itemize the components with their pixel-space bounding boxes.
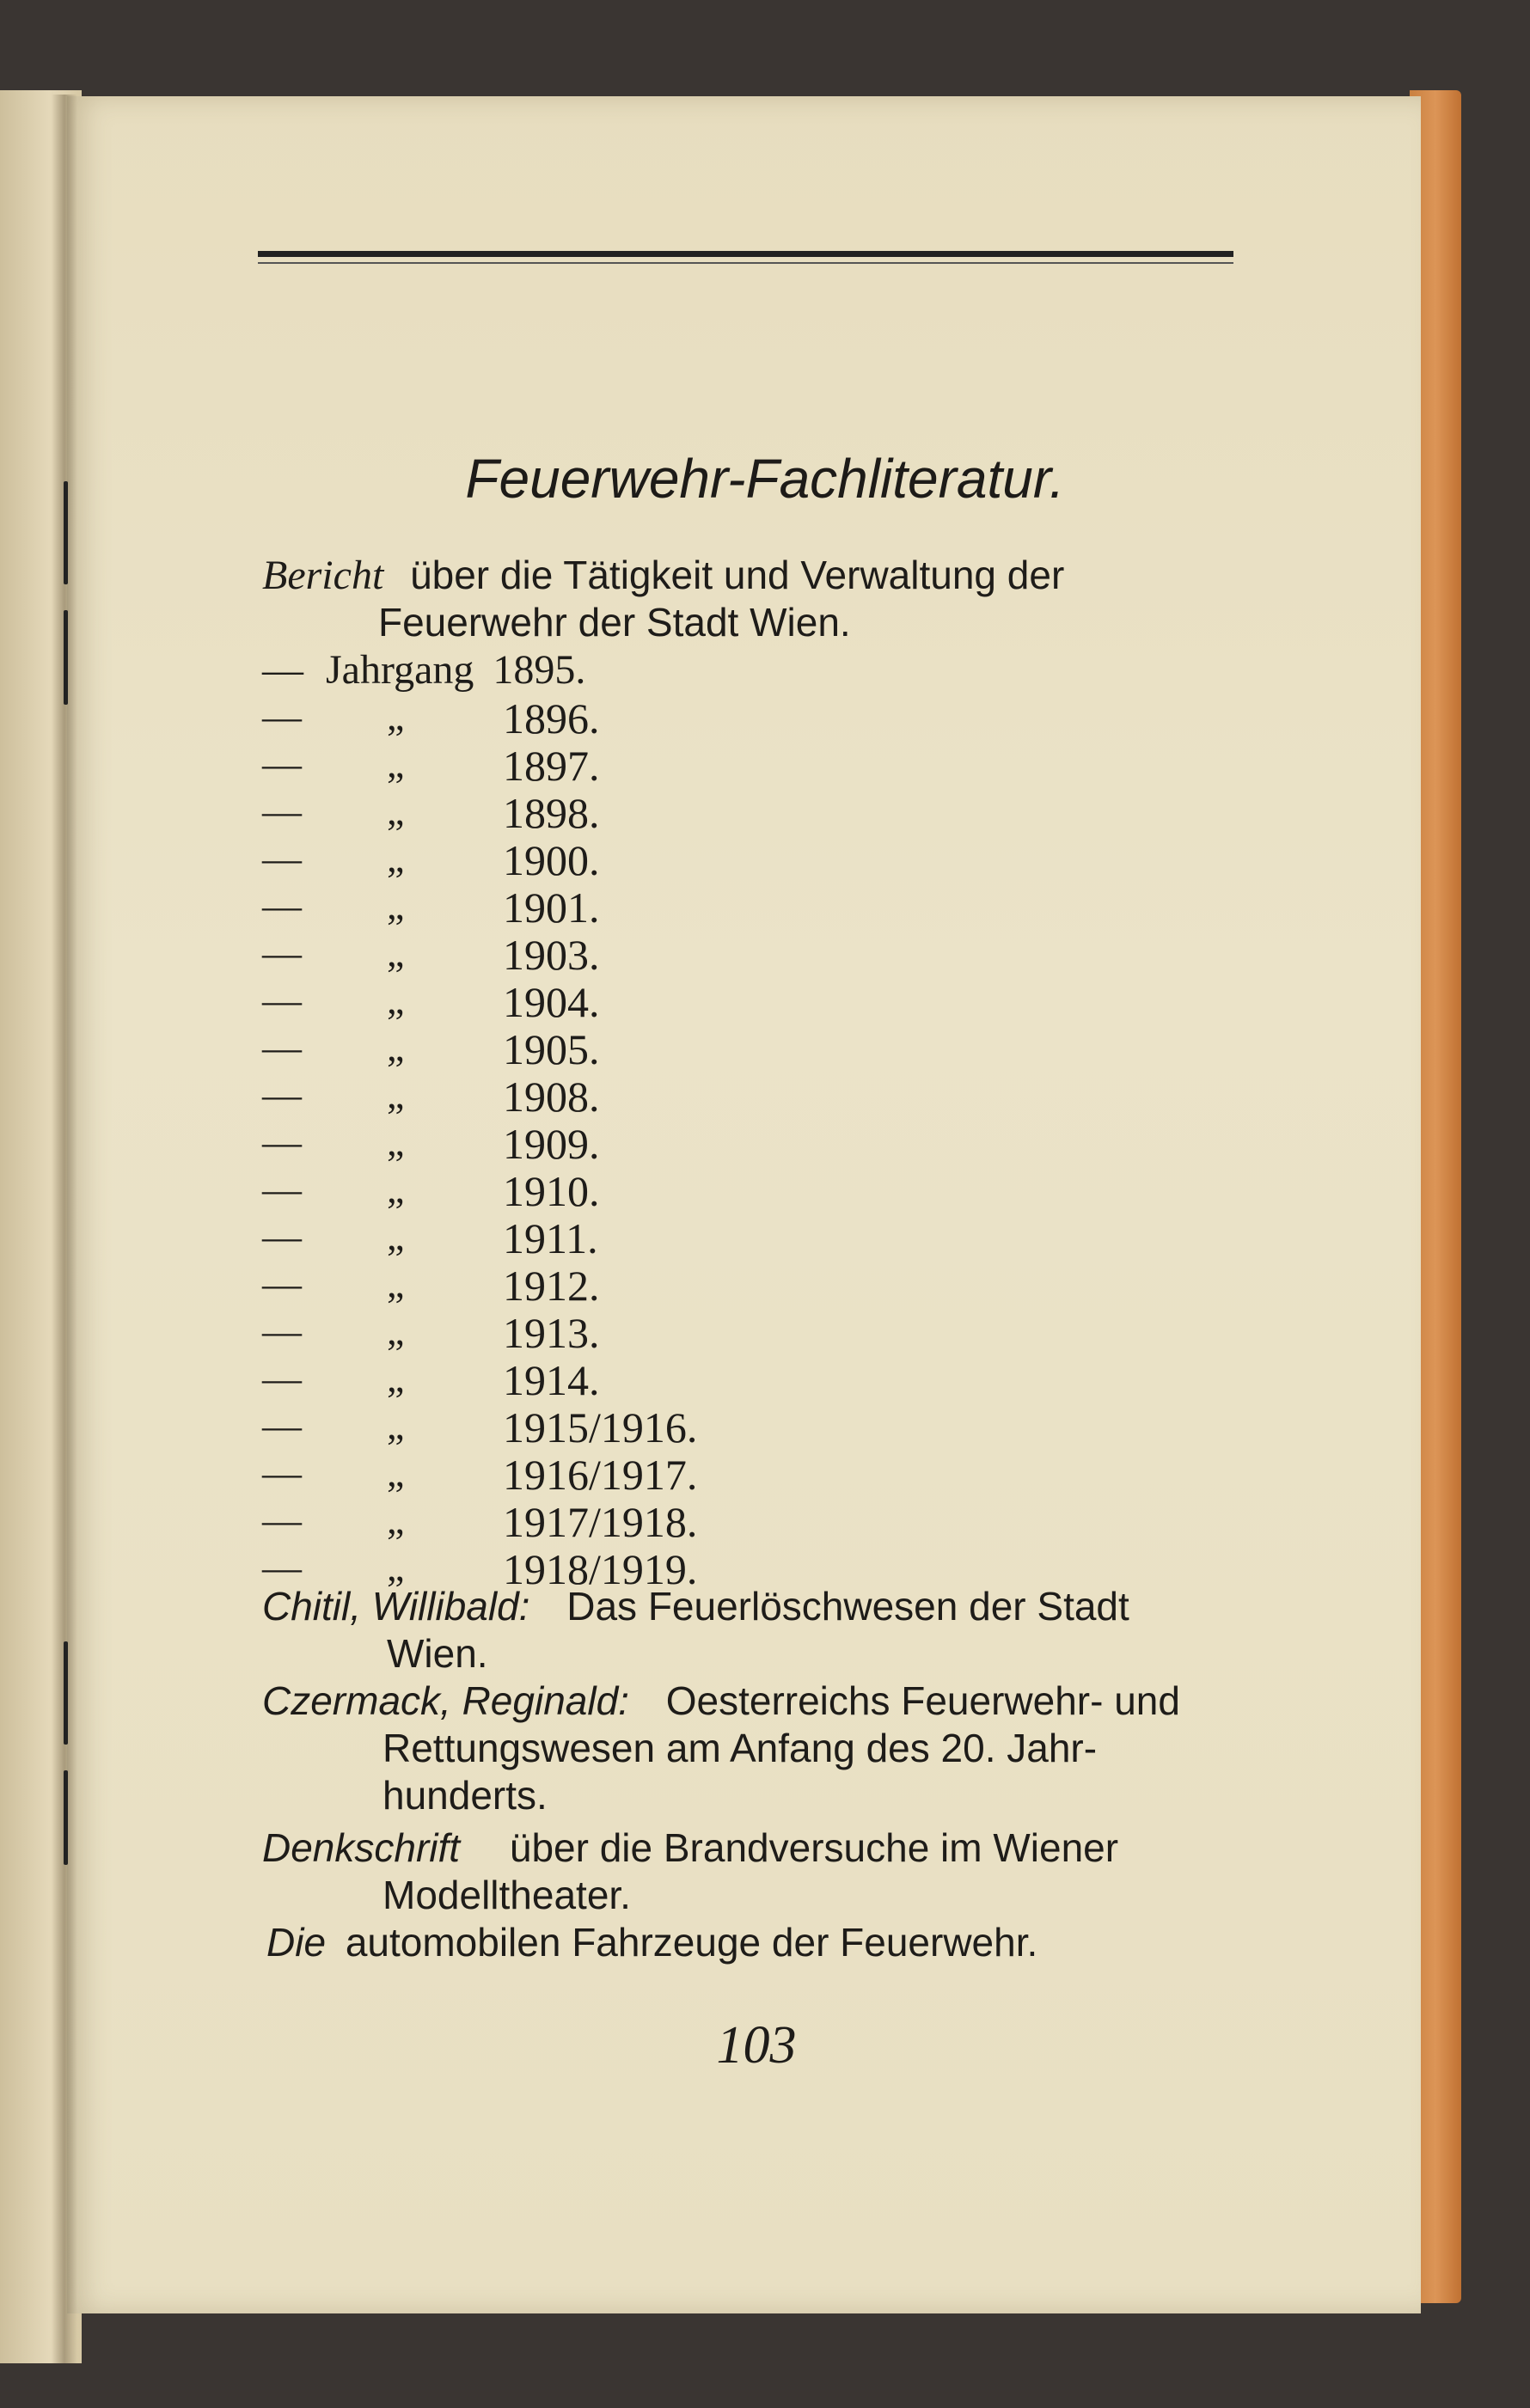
ditto-mark: „ — [387, 1214, 405, 1258]
dash-mark: — — [262, 1451, 302, 1494]
dash-mark: — — [262, 1356, 302, 1400]
year-value: 1908. — [503, 1073, 600, 1121]
binding-stitch — [64, 1770, 68, 1865]
header-rule-thin — [258, 262, 1233, 264]
ditto-mark: „ — [387, 931, 405, 975]
year-value: 1911. — [503, 1214, 598, 1262]
entry-title-line: Wien. — [387, 1631, 488, 1676]
dash-mark: — — [262, 1025, 302, 1069]
year-value: 1896. — [503, 694, 600, 743]
dash-mark: — — [262, 1214, 302, 1258]
year-value: 1917/1918. — [503, 1498, 698, 1546]
year-label: Jahrgang — [326, 647, 474, 693]
dash-mark: — — [262, 742, 302, 785]
year-value: 1903. — [503, 931, 600, 979]
year-value: 1912. — [503, 1262, 600, 1310]
year-value: 1909. — [503, 1120, 600, 1168]
entry-author: Czermack, Reginald: — [262, 1678, 629, 1723]
entry-bericht — [262, 552, 1064, 599]
dash-mark: — — [262, 1545, 302, 1589]
year-value: 1914. — [503, 1356, 600, 1404]
entry-title-line: Oesterreichs Feuerwehr- und — [665, 1678, 1180, 1723]
dash-mark: — — [262, 1309, 302, 1353]
ditto-mark: „ — [387, 1356, 405, 1400]
year-value: 1905. — [503, 1025, 600, 1073]
entry-title-line: Das Feuerlöschwesen der Stadt — [566, 1584, 1129, 1629]
dash-mark: — — [262, 978, 302, 1022]
ditto-mark: „ — [387, 883, 405, 927]
binding-stitch — [64, 610, 68, 705]
dash-mark: — — [262, 1262, 302, 1305]
entry-title-line: über die Tätigkeit und Verwaltung der — [410, 553, 1065, 597]
entry-author: Chitil, Willibald: — [262, 1584, 530, 1629]
entry-title-line: automobilen Fahrzeuge der Feuerwehr. — [345, 1920, 1038, 1965]
section-heading: Feuerwehr-Fachliteratur. — [465, 448, 1065, 510]
entry-author: Die — [266, 1920, 327, 1965]
entry-title-line: Rettungswesen am Anfang des 20. Jahr- — [382, 1726, 1098, 1770]
dash-mark: — — [262, 1167, 302, 1211]
ditto-mark: „ — [387, 1167, 405, 1211]
ditto-mark: „ — [387, 1545, 405, 1589]
binding-stitch — [64, 1641, 68, 1745]
ditto-mark: „ — [387, 1262, 405, 1305]
ditto-mark: „ — [387, 1120, 405, 1164]
year-value: 1900. — [503, 836, 600, 884]
ditto-mark: „ — [387, 742, 405, 785]
entry-title-line: Feuerwehr der Stadt Wien. — [378, 600, 851, 645]
ditto-mark: „ — [387, 1025, 405, 1069]
entry-title-line: hunderts. — [382, 1773, 548, 1818]
year-value: 1916/1917. — [503, 1451, 698, 1499]
ditto-mark: „ — [387, 694, 405, 738]
dash-mark: — — [262, 647, 303, 693]
entry-title-line: über die Brandversuche im Wiener — [509, 1825, 1119, 1870]
year-value: 1898. — [503, 789, 600, 837]
year-value: 1904. — [503, 978, 600, 1026]
ditto-mark: „ — [387, 789, 405, 833]
entry-die — [266, 1919, 1037, 1965]
dash-mark: — — [262, 1073, 302, 1116]
dash-mark: — — [262, 883, 302, 927]
year-value: 1915/1916. — [503, 1403, 698, 1452]
dash-mark: — — [262, 836, 302, 880]
year-value: 1918/1919. — [503, 1545, 698, 1593]
dash-mark: — — [262, 789, 302, 833]
dash-mark: — — [262, 931, 302, 975]
ditto-mark: „ — [387, 1451, 405, 1494]
entry-author: Bericht — [262, 553, 384, 598]
entry-author: Denkschrift — [262, 1825, 461, 1870]
entry-chitil — [262, 1583, 1129, 1629]
year-value: 1895. — [493, 647, 586, 693]
year-row-first — [262, 646, 585, 694]
entry-denkschrift — [262, 1824, 1118, 1871]
year-value: 1901. — [503, 883, 600, 932]
entry-czermack — [262, 1678, 1180, 1724]
dash-mark: — — [262, 1498, 302, 1542]
entry-title-line: Modelltheater. — [382, 1873, 631, 1917]
dash-mark: — — [262, 1403, 302, 1447]
ditto-mark: „ — [387, 1403, 405, 1447]
ditto-mark: „ — [387, 1309, 405, 1353]
dash-mark: — — [262, 694, 302, 738]
header-rule — [258, 251, 1233, 257]
page-number: 103 — [716, 2016, 797, 2075]
year-value: 1913. — [503, 1309, 600, 1357]
dash-mark: — — [262, 1120, 302, 1164]
ditto-mark: „ — [387, 836, 405, 880]
ditto-mark: „ — [387, 1073, 405, 1116]
year-value: 1910. — [503, 1167, 600, 1215]
ditto-mark: „ — [387, 1498, 405, 1542]
year-value: 1897. — [503, 742, 600, 790]
ditto-mark: „ — [387, 978, 405, 1022]
